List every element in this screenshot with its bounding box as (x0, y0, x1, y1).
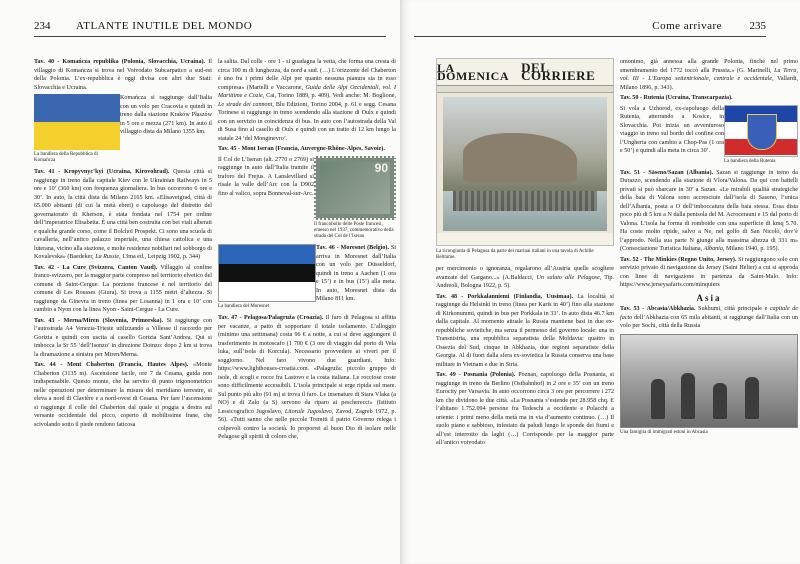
tav51-text-end: , Milano 1940, p. 195). (722, 246, 780, 253)
right-page-header (414, 18, 766, 37)
tav49-text: Poznan, capoluogo della Posnania, si raggiunge in treno da Berlino (Ostbahnhof) in 2 ore e 35’ con un treno Eurocity per Varsavia. In auto occorrono circa 3 ore per percorrere i 272 km che dividono le due città. «La Posnania s’estende per 28.958 chq. E l’abitano 1.752.094 persone fra Tedeschi a occidente e Polacchi a oriente: i primi meno della metà ma in via d’aumento continuo. (…) Il suolo piano e sabbioso, infestato da paludi lungo le sponde dei fiumi e all’est interrotto da laghi (…) Corrisponde per la maggior parte all’antico voivodato (436, 372, 614, 447)
entry-tav52 (620, 256, 798, 290)
tav47-text-end: , Zavod, Zagreb 1972, p. 56). «Tutti sanno che nelle piccole Tremiti il patrio Governo relega i colpevoli contro la società. Io proporrei al buon Dio di isolare nelle Pelagose gli spiriti di coloro che, (218, 408, 396, 441)
tav48-heading: Tav. 48 - Porkkalanniemi (Finlandia, Uusimaa). (436, 293, 574, 300)
photo-caption: Una famiglia di immigrati estoni in Abcasia (620, 429, 708, 435)
tav52-text: Si raggiungono solo con servizio privato di navigazione da Jersey (Saint Helier) a cui si approda con linee di navigazione in partenza da Saint-Malo. Info: https://www.jerseysafaris.com/minquiers (620, 256, 798, 289)
tav46-heading: Tav. 46 - Moresnet (Belgio). (316, 245, 389, 252)
tav44-heading: Tav. 44 - Mont Chaberton (Francia, Hautes Alpes). (34, 362, 189, 369)
moresnet-flag-caption: La bandiera del Moresnet (218, 304, 270, 310)
tav53-text-2: dell’Abkhazia con 65 mila abitanti, si raggiunge dall’Italia con un volo per Sochi, città della Russia (620, 314, 798, 330)
tav47-text: Il faro di Pelagosa si affitta per vacanze, a patto di sopportare il totale isolamento. L’alloggio (minimo una settimana) costa 96 € a notte, a cui si deve aggiungere il trasferimento in motoscafo (1 700 € (3 ore di viaggio dal porto di Vela luka, sull’isola di Korcula). Necessario provvedere ai viveri per il soggiorno. Nel faro vivono due guardiani. Info: https://www.lighthouses-croatia.com. «Palagruža: piccolo gruppo di isole, di scogli e rocce fra Lastovo e la costa italiana. Le rocciose coste sono difficilmente accessibili. L’isola principale si erge ripida sul mare. Sul punto più alto (91 m) si trova il faro. Le insenature di Stara Vlaka (a NO) e di Zalo (a S) servono da riparo ai pescherecci» (Istituto Lessicografico Jugoslavo, (218, 315, 396, 415)
entry-tav47 (218, 314, 396, 442)
komancza-flag-caption: La bandiera della Repubblica di Komańcza (34, 152, 98, 164)
tav42-text: Villaggio al confine franco-svizzero, per la maggior parte compreso nel territorio elvetico del comune di Saint-Cergue. La porzione francese è nel territorio del comune di Les Rousses (Giura). Si trova a 1155 metri d’altezza. Si raggiunge da Ginevra in treno (linea per Losanna) in 1 ora e 10’ con cambio a Nyon con la linea Nyon - Saint-Cergue - La Cure. (34, 264, 212, 314)
entry-tav53 (620, 305, 798, 331)
entry-tav44 (34, 361, 212, 429)
cont49-book-title: La Terra, vol. III - L’Europa settentrionale, centrale e occidentale (620, 67, 798, 82)
moresnet-flag-figure (218, 244, 316, 310)
entry-tav45 (218, 145, 396, 154)
left-running-title: ATLANTE INUTILE DEL MONDO (76, 20, 253, 32)
tav41-heading: Tav. 41 - Kropyvnyc’kyi (Ucraina, Kirovohrad). (34, 169, 170, 176)
tav46-text: Si arriva in Moresnet dall’Italia con un volo per Düsseldorf, quindi in treno a Aachen (1 ora e 15’) e in bus (15’) alla meta. In auto, Moresnet dista da Milano 811 km. (316, 245, 396, 303)
tav47-continuation (436, 265, 614, 291)
abkhazia-photo-figure (620, 334, 798, 436)
cont44-text-2: , Cai, Torino 1889, p. 409). Vedi anche: M. Boglione, (262, 93, 396, 99)
section-title-asia: Asia (696, 292, 722, 303)
tav43-text: Si raggiunge con l’autostrada A4 Venezia-Trieste utilizzando a Villesse il raccordo per Gorizia e quindi con uscita al casello Gorizia Sant’Andrea. Qui si imbocca la Sr 55 ‘dell’Isonzo’ in direzione Doinzo: dopo 2 km si trova la diramazione a sinistra per Miren/Merna. (34, 317, 212, 358)
left-page-number: 234 (34, 20, 51, 32)
magazine-cover-image (436, 58, 614, 246)
tav49-heading: Tav. 49 - Posnania (Polonia). (436, 372, 516, 379)
tav44-text: «Monte Chaberton (3135 m). Ascensione facile, ore 7 da Cesana, guida non indispensabile. Questo monte, che ha servito di punto trigonometrico nelle operazioni per determinare la misura del meridiano terrestre, si eleva a nord di Clavière e a nord-ovest di Cesana. Per fare l’ascensione si raggiunge il colle del Chaberton dal quale si poggia a destra sul versante occidentale del picco, coperto di mobilissime frane, che scivolando sotto il piede rendono faticosa (34, 362, 212, 428)
tav41-text-end: , 13ma ed., Leipzig 1902, p. 344) (119, 254, 201, 261)
tav40-text: Il villaggio di Komańcza si trova nel Voivodato Subcarpatico a sud-est della Polonia. L’ex-repubblica è oggi divisa con altri due Stati: Slovacchia e Ucraina. (34, 59, 212, 91)
cont44-book-2: Le strade dei cannoni (218, 101, 273, 108)
tav48-text: La località si raggiunge da Helsinki in treno (linea per Karis in 40’) fino alla stazione di Kirkonummi, quindi in bus per Porkkala in 33’. In auto dista 46.7 km dalla capitale. Al momento attuale la Russia mantiene basi in due ex-repubbliche sovietiche, ma senza il permesso del governo locale: una in Transnistria, una repubblica separatista della Moldavia: quattro in Ossezia del Sud, cinque in Abkhazia, due regioni separatiste della Georgia. Al di fuori dalla sfera ex-sovietica la Russia conserva una base militare in Vietnam e due in Siria. (436, 293, 614, 368)
rutenia-flag-figure (724, 105, 798, 165)
tav45-text: Il Col de L’Iseran (alt. 2770 o 2769) si raggiunge in auto dall’Italia tramite il traforo del Frejus. A Lanslevillard si risale la valle dell’Arc con la D902 fino al valico, sopra Bonneval-sur-Arc. (218, 156, 314, 197)
magazine-illustration (443, 97, 607, 231)
tav50-text: Si vola a Uzhorod, ex-capoluogo della Rutenia, atterrando a Kosice, in Slovacchia. Poi inizia un avventuroso viaggio in treno sul bordo del confine con l’Ungheria con cambio a Chop-Pas (1 ora e 50’) e quindi alla meta in circa 30’. (620, 105, 724, 154)
right-page (400, 0, 800, 564)
tav52-heading: Tav. 52 - The Minkies (Regno Unito, Jersey). (620, 256, 737, 263)
right-running-title: Come arrivare (652, 20, 722, 32)
tav53-text-1: Sukhumi, città principale e (695, 306, 770, 313)
left-column-1 (34, 58, 212, 431)
magazine-masthead-2: DEL CORRIERE (521, 59, 596, 83)
magazine-figure (436, 58, 614, 261)
tav41-book-title: La Russie (95, 254, 120, 261)
tav43-heading: Tav. 43 - Merna/Miren (Slovenia, Primorska). (34, 317, 164, 324)
estonian-family-photo (620, 334, 798, 428)
entry-tav50-head (620, 94, 798, 103)
tav40-heading: Tav. 40 - Komańcza republika (Polonia, Slovacchia, Ucraina). (34, 59, 206, 65)
right-page-number: 235 (749, 20, 766, 32)
cont47-text: per mercimonio o ignoranza, regalarono all’Austria quelle scogliere avanzate del Gargano...» (A.Baldacci, (436, 266, 614, 281)
tav53-italic: capitale de facto (620, 306, 799, 321)
rutenia-flag-image (724, 105, 798, 157)
cont44-text-3: , Blu Edizioni, Torino 2004, p. 61 e segg. Cesana Torinese si raggiunge in treno scendendo alla stazione di Oulx e quindi con un servizio in coincidenza di bus. In auto con l’autostrada della Val di Susa fino al casello di Oulx e quindi con un tratto di 12 km lungo la statale 24 ‘del Monginevro’. (218, 101, 396, 142)
tav41-text: Questa città si raggiunge in treno dalla capitale Kiev con le Ukrainian Railways in 5 ore e 10’ (360 km) con frequenza giornaliera. In bus occorrono 6 ore e 30’. In auto, la città dista da Milano 2165 km. «Elisavetgrad, città di 65.000 abitanti (di cui la metà ebrei) e capoluogo del distretto del governatorato di Kherson, è stata fondata nel 1754 per ordine dell’imperatrice Elisabetta. È una città ben costruita con bei viali alberati e qualche grande corso, come il Bolchoï Prospekt. Ci sono una scuola di cavalleria, nell’antico palazzo imperiale, una chiesa cattolica e una luterana, vicino alla stazione, e molte residenze nobiliari nel sobborgo di Kovalevska» (Baedeker, (34, 169, 213, 261)
cont44-book-1: Guida delle Alpi Occidentali, vol. I Marittime e Cozie (218, 84, 397, 99)
tav40-text-2: Komańcza si raggiunge dall’Italia con un volo per Cracovia e quindi in treno dalla stazione Kraków Płaszów in 5 ore e mezza (271 km). In auto il villaggio dista da Milano 1355 km. (120, 95, 212, 135)
ukraine-flag-figure (34, 94, 120, 164)
tav51-heading: Tav. 51 - Säseno/Sazan (Albania). (620, 169, 714, 176)
moresnet-flag-image (218, 244, 316, 302)
right-column-1 (436, 58, 614, 450)
tav50-heading: Tav. 50 - Rutenia (Ucraina, Transcarpazia). (620, 95, 733, 101)
tav51-text: Sazan si raggiunge in treno da Durazzo, scendendo alla stazione di Vlora/Valona. Da qui con battelli privati si può sbarcare in 30’ a Sazan. «Le mirabili qualità strategiche della baia di Valona sono accresciute dall’isola di Saseno, l’unica dell’Albania, posta a O dell’imboccatura della baia stessa. Essa dista poco più di 5 km a N dalla penisola del M. Acrocerauni e 15 dal porto di Valona. L’isola ha forma di romboide con una superficie di kmq 5.70. Ha coste molto ripide, salvo a Ne, nel golfo di San Nicolò, dov’è l’approdo. Nella sua parte N giunge alla massima altezza di 331 m» (Consociazione Turistica Italiana, (620, 169, 798, 253)
entry-tav48 (436, 293, 614, 370)
cont49-text: omonimo, già annessa alla grande Polonia, finché nel primo smembramento del 1772 toccò alla Prussia.» (G. Marinelli, (620, 59, 798, 74)
stamp-figure (314, 156, 396, 241)
entry-tav42 (34, 264, 212, 315)
entry-tav49 (436, 371, 614, 448)
entry-tav41 (34, 168, 212, 262)
tav47-heading: Tav. 47 - Pelagosa/Palagruža (Croazia). (218, 315, 324, 322)
iseran-stamp-image (314, 156, 396, 220)
tav53-heading: Tav. 53 - Abcasia/Abkhazia. (620, 306, 696, 313)
tav49-continuation (620, 58, 798, 92)
stamp-caption: Il francobollo delle Poste francesi, emesso nel 1937, commemorativo della strada del Col de l’Iseran (314, 221, 394, 239)
stamp-value: 90 (374, 160, 388, 175)
right-column-2 (620, 58, 798, 440)
entry-tav51 (620, 169, 798, 254)
rutenia-flag-caption: La bandiera della Rutenia (724, 158, 776, 164)
magazine-caption: La ricongiunta di Pelagosa da parte dei marinai italiani in una tavola di Achille Beltrame. (436, 249, 594, 261)
tav47-book-title: Litorale Jugoslavo (284, 408, 332, 415)
left-column-2 (218, 58, 396, 444)
tav44-continuation (218, 58, 396, 143)
tav42-heading: Tav. 42 - La Cure (Svizzera, Canton Vaud). (34, 264, 158, 271)
magazine-masthead-1: LA DOMENICA (437, 60, 509, 83)
cont49-text-end: , Vallardi, Milano 1896, p. 343). (620, 76, 798, 91)
entry-tav40 (34, 58, 212, 92)
entry-tav43 (34, 317, 212, 360)
cont47-book-title: Un saluto alle Pelagose (536, 274, 600, 281)
magazine-masthead (437, 59, 613, 86)
tav45-heading: Tav. 45 - Mont Iseran (Francia, Auvergne-Rhône-Alpes, Savoie). (218, 146, 385, 152)
cont44-text-1: la salita. Dal colle - ore 1 - si guadagna la vetta, che forma una cresta di circa 100 m di lunghezza, da nord a sud. (…) L’orizzonte del Chaberton è uno fra i primi delle Alpi per quanto nessuna pianura sia in esso compresa» (Martelli e Vaccarone, (218, 59, 396, 91)
cont47-text-end: , Tip. Andreoli, Bologna 1922, p. 5). (436, 274, 614, 290)
komancza-flag-image (34, 94, 120, 150)
left-page-header (34, 18, 386, 37)
tav51-book-title: Albania (703, 246, 723, 253)
